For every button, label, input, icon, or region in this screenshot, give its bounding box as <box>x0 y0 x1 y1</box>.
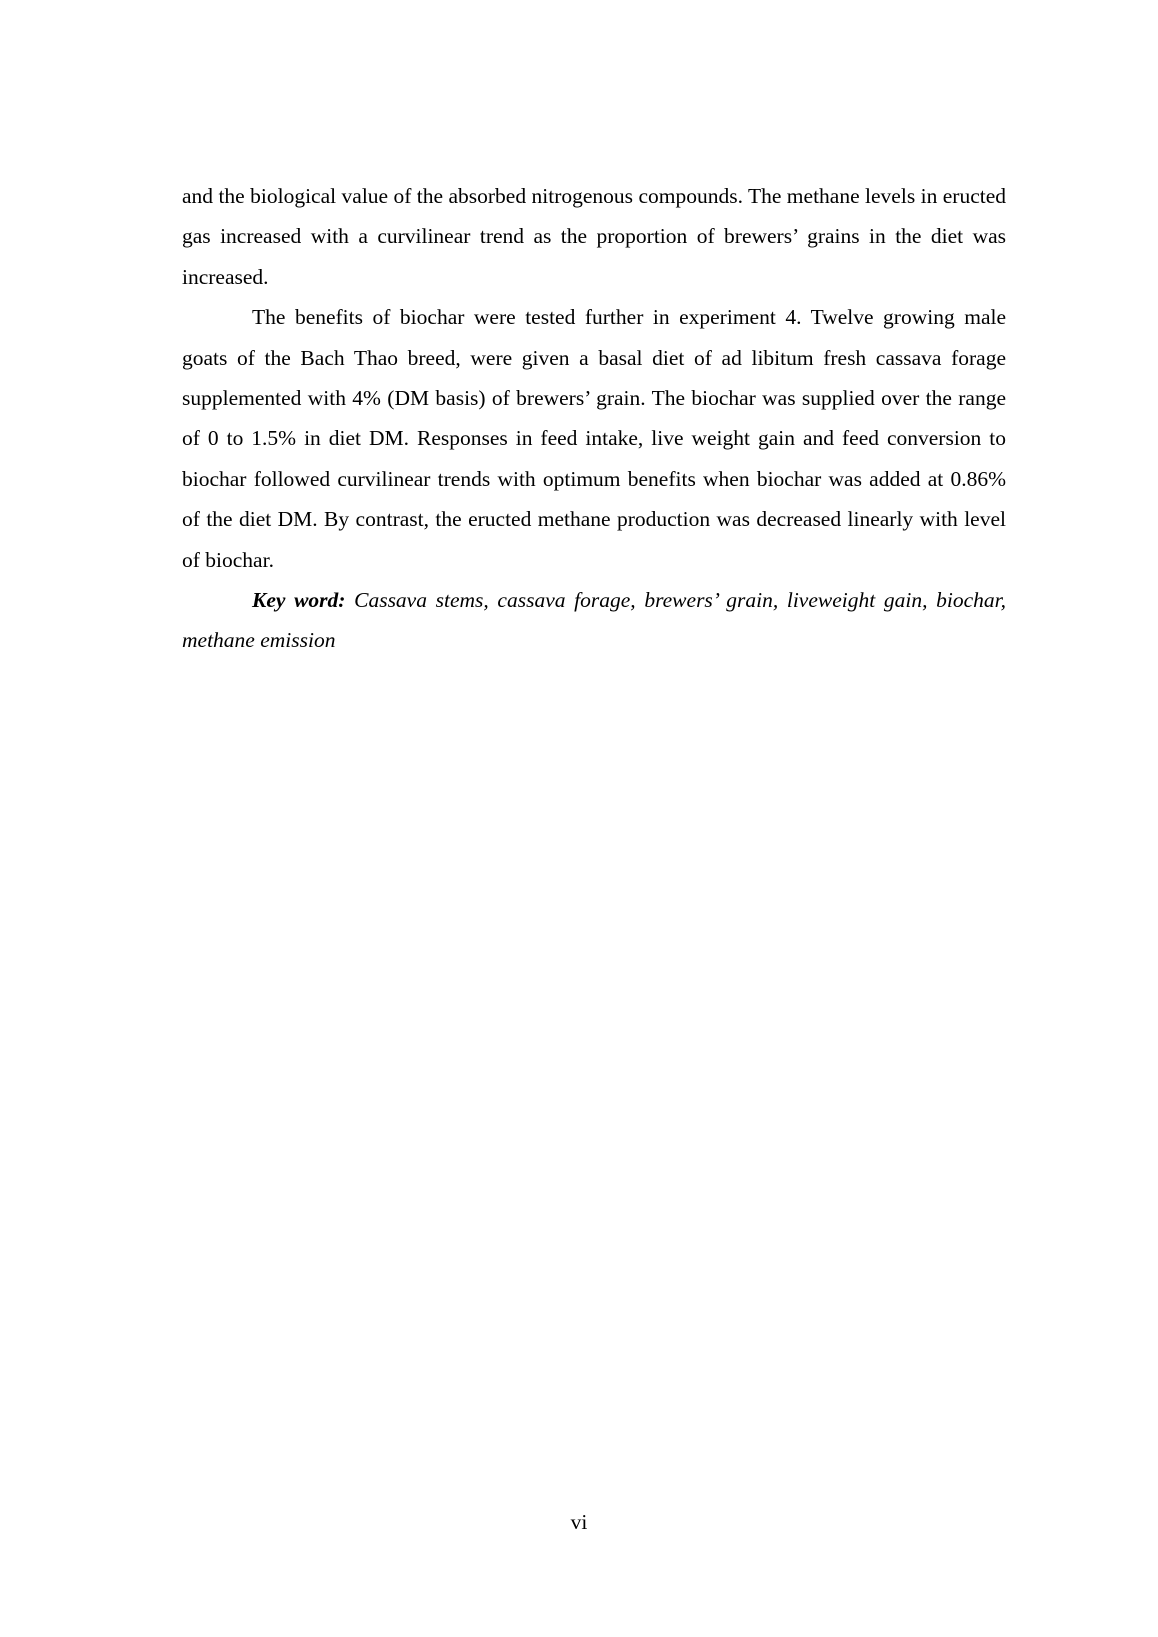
keywords-label: Key word: <box>252 588 346 613</box>
keywords-line <box>182 580 1006 661</box>
page-body <box>182 176 1006 661</box>
page-number: vi <box>570 1510 588 1534</box>
keywords-text: Cassava stems, cassava forage, brewers’ grain, liveweight gain, biochar, methane emission <box>182 588 1006 653</box>
paragraph-continuation: and the biological value of the absorbed nitrogenous compounds. The methane levels in eructed gas increased with a curvilinear trend as the proportion of brewers’ grains in the diet was increased. <box>182 184 1006 289</box>
paragraph-experiment-4: The benefits of biochar were tested further in experiment 4. Twelve growing male goats of the Bach Thao breed, were given a basal diet of ad libitum fresh cassava forage supplemented with 4% (DM basis) of brewers’ grain. The biochar was supplied over the range of 0 to 1.5% in diet DM. Responses in feed intake, live weight gain and feed conversion to biochar followed curvilinear trends with optimum benefits when biochar was added at 0.86% of the diet DM. By contrast, the eructed methane production was decreased linearly with level of biochar. <box>182 305 1006 572</box>
